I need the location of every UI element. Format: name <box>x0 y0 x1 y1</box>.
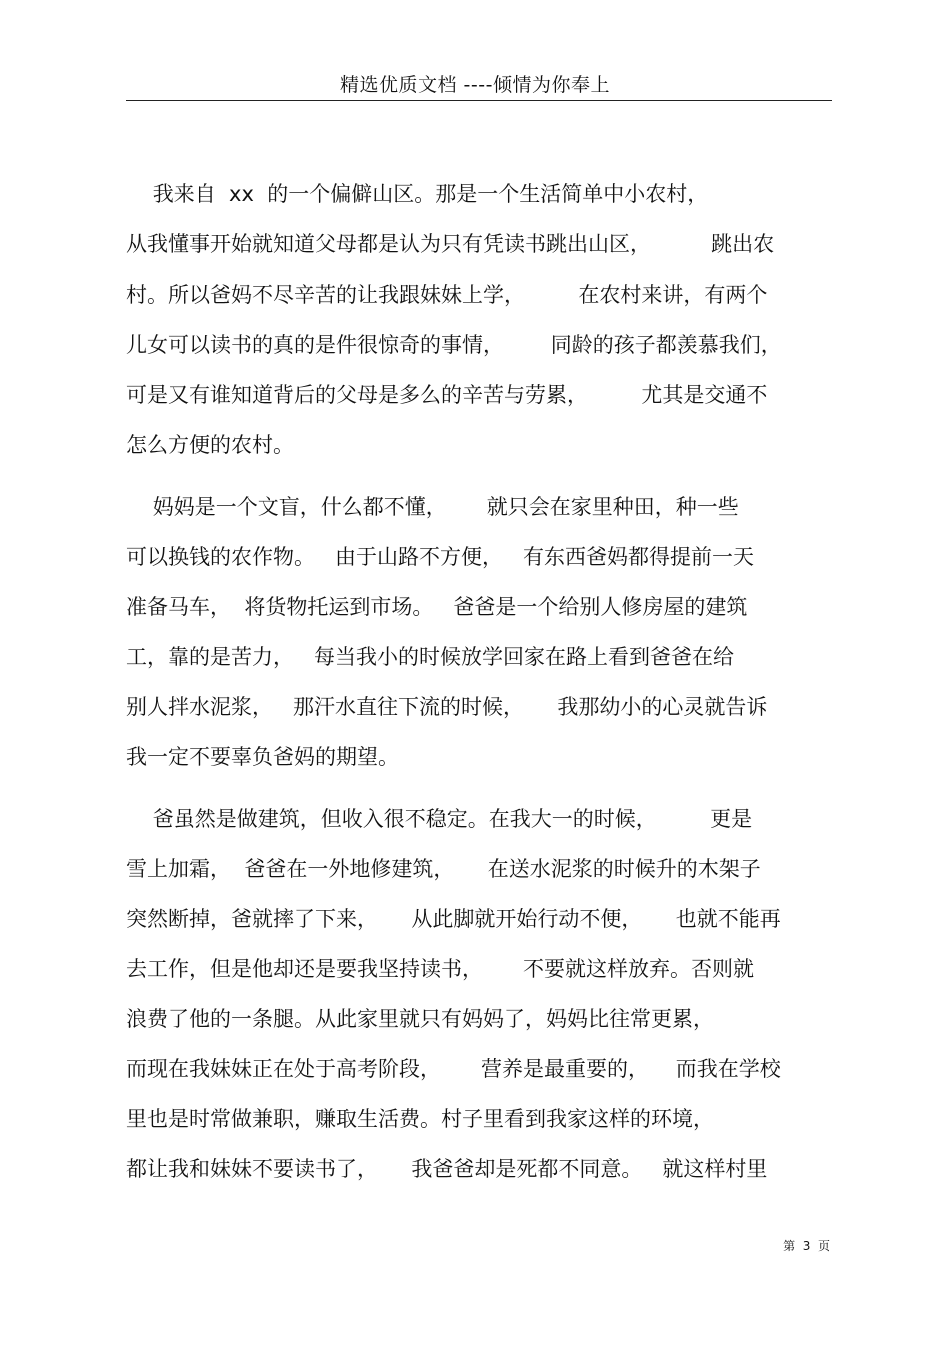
page-number: 第 3 页 <box>783 1239 830 1253</box>
paragraph-2-line-5: 别人拌水泥浆， 那汗水直往下流的时候， 我那幼小的心灵就告诉 <box>126 695 768 719</box>
paragraph-3-line-6: 而现在我妹妹正在处于高考阶段， 营养是最重要的， 而我在学校 <box>126 1057 781 1081</box>
paragraph-3-line-8: 都让我和妹妹不要读书了， 我爸爸却是死都不同意。 就这样村里 <box>126 1157 768 1181</box>
paragraph-2-line-6: 我一定不要辜负爸妈的期望。 <box>126 745 399 769</box>
paragraph-3-line-4: 去工作，但是他却还是要我坚持读书， 不要就这样放弃。否则就 <box>126 957 755 981</box>
paragraph-1-line-5: 可是又有谁知道背后的父母是多么的辛苦与劳累， 尤其是交通不 <box>126 383 768 407</box>
paragraph-2-line-3: 准备马车， 将货物托运到市场。 爸爸是一个给别人修房屋的建筑 <box>126 595 748 619</box>
paragraph-1-line-1: 我来自 xx 的一个偏僻山区。那是一个生活简单中小农村， <box>126 182 709 206</box>
paragraph-2-line-2: 可以换钱的农作物。 由于山路不方便， 有东西爸妈都得提前一天 <box>126 545 755 569</box>
paragraph-3-line-2: 雪上加霜， 爸爸在一外地修建筑， 在送水泥浆的时候升的木架子 <box>126 857 761 881</box>
paragraph-3-line-7: 里也是时常做兼职，赚取生活费。村子里看到我家这样的环境， <box>126 1107 714 1131</box>
paragraph-1-line-2: 从我懂事开始就知道父母都是认为只有凭读书跳出山区， 跳出农 <box>126 232 775 256</box>
paragraph-1-line-4: 儿女可以读书的真的是件很惊奇的事情， 同龄的孩子都羡慕我们， <box>126 333 782 357</box>
paragraph-3-line-3: 突然断掉，爸就摔了下来， 从此脚就开始行动不便， 也就不能再 <box>126 907 781 931</box>
header-rule <box>126 100 832 101</box>
paragraph-1-line-6: 怎么方便的农村。 <box>126 433 294 457</box>
paragraph-3-line-5: 浪费了他的一条腿。从此家里就只有妈妈了，妈妈比往常更累， <box>126 1007 714 1031</box>
header-title: 精选优质文档 ----倾情为你奉上 <box>340 74 610 96</box>
paragraph-3-line-1: 爸虽然是做建筑，但收入很不稳定。在我大一的时候， 更是 <box>126 807 753 831</box>
paragraph-1-line-3: 村。所以爸妈不尽辛苦的让我跟妹妹上学， 在农村来讲，有两个 <box>126 283 768 307</box>
paragraph-2-line-1: 妈妈是一个文盲，什么都不懂， 就只会在家里种田，种一些 <box>126 495 739 519</box>
paragraph-2-line-4: 工，靠的是苦力， 每当我小的时候放学回家在路上看到爸爸在给 <box>126 645 735 669</box>
